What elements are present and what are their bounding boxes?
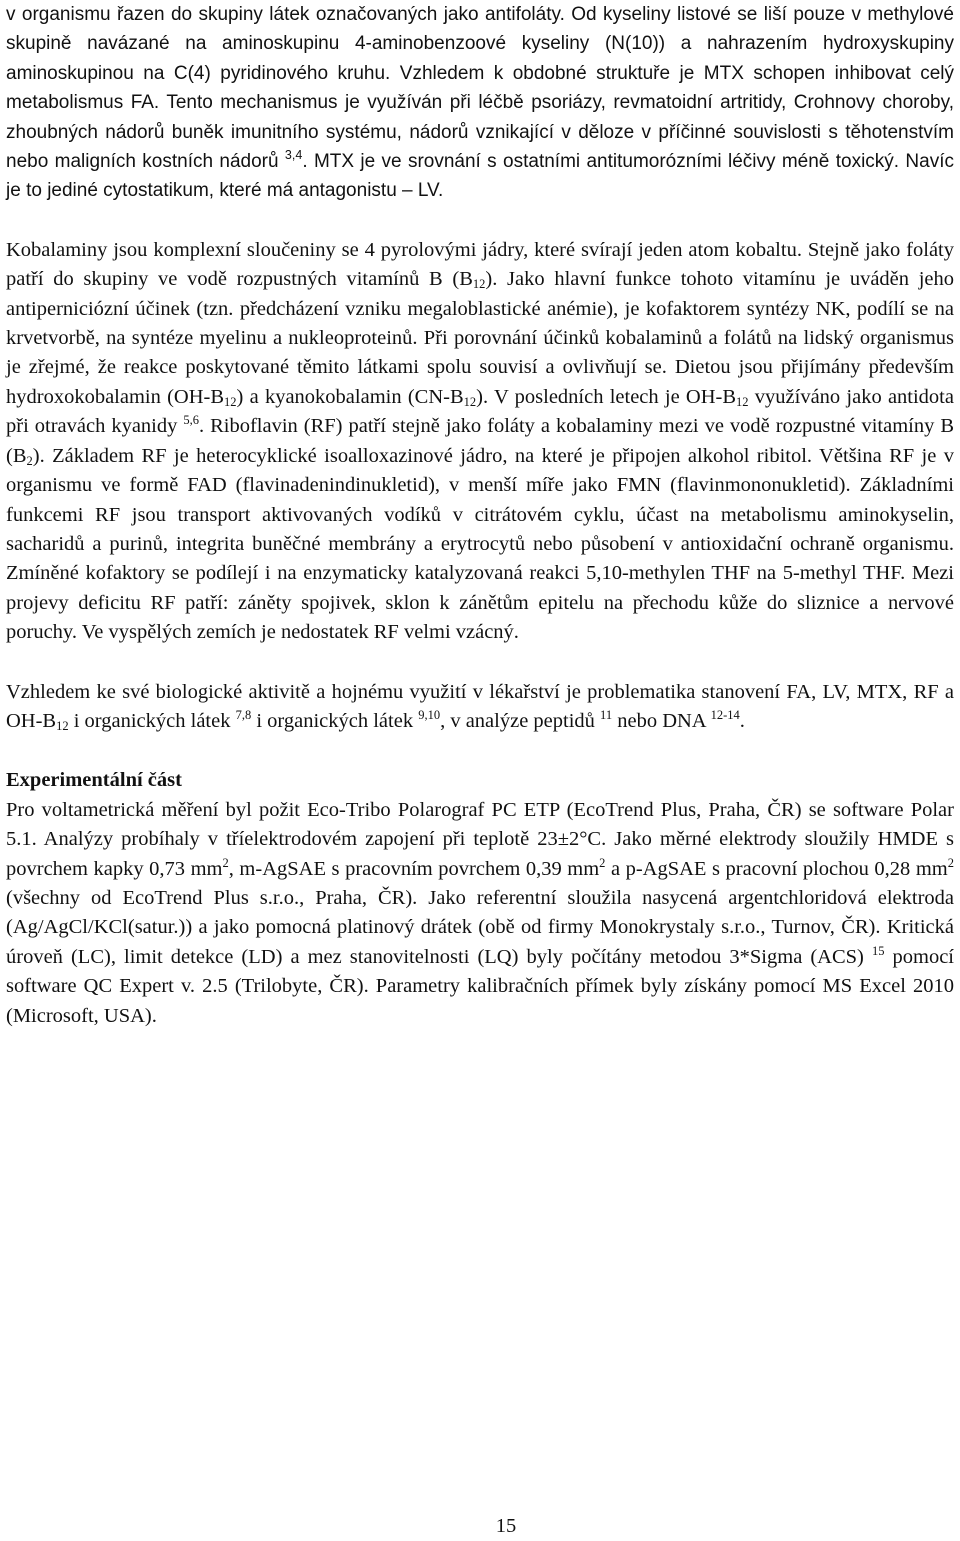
- text-run: . MTX je ve srovnání s ostatními antitumorózními léčivy méně toxický. Navíc je to jediné cytostatikum, které má antagonistu – LV.: [6, 151, 954, 202]
- subscript: 12: [736, 394, 749, 409]
- text-run: i organických látek: [251, 709, 419, 732]
- paragraph-cobalamins: [6, 236, 954, 648]
- text-run: a p-AgSAE s pracovní plochou 0,28 mm: [605, 857, 948, 880]
- text-run: , m-AgSAE s pracovním povrchem 0,39 mm: [228, 857, 600, 880]
- citation-superscript: 7,8: [235, 707, 252, 722]
- citation-superscript: 5,6: [183, 413, 199, 428]
- text-run: ) a kyanokobalamin (CN-B: [236, 385, 464, 408]
- text-run: ). V posledních letech je OH-B: [476, 385, 737, 408]
- document-page: [6, 0, 954, 1031]
- text-run: (všechny od EcoTrend Plus s.r.o., Praha, ČR). Jako referentní sloužila nasycená argentchloridová elektroda (Ag/AgCl/KCl(satur.)) a jako pomocná platinový drátek (obě od firmy Monokrystaly s.r.o., Turnov, ČR). Kritická úroveň (LC), limit detekce (LD) a mez stanovitelnosti (LQ) byly počítány metodou 3*Sigma (ACS): [6, 886, 954, 968]
- text-run: ). Základem RF je heterocyklické isoalloxazinové jádro, na které je připojen alkohol ribitol. Většina RF je v organismu ve formě FAD (flavinadenindinukletid), v menší míře jako FMN (flavinmononukletid). Základními funkcemi RF jsou transport aktivovaných vodíků v citrátovém cyklu, účast na metabolismu aminokyselin, sacharidů a purinů, integrita buněčné membrány a erytrocytů nebo působení v antioxidační ochraně organismu. Zmíněné kofaktory se podílejí i na enzymaticky katalyzovaná reakci 5,10-methylen THF na 5-methyl THF. Mezi projevy deficitu RF patří: záněty spojivek, sklon k zánětům epitelu na přechodu kůže do sliznice a nervové poruchy. Ve vyspělých zemích je nedostatek RF velmi vzácný.: [6, 444, 954, 644]
- text-run: , v analýze peptidů: [440, 709, 601, 732]
- citation-superscript: 9,10: [418, 707, 441, 722]
- citation-superscript: 3,4: [284, 148, 303, 163]
- citation-superscript: 2: [222, 855, 229, 870]
- text-run: v organismu řazen do skupiny látek označovaných jako antifoláty. Od kyseliny listové se liší pouze v methylové skupině navázané na aminoskupinu 4-aminobenzoové kyseliny (N(10)) a nahrazením hydroxyskupiny aminoskupinou na C(4) pyridinového kruhu. Vzhledem k obdobné struktuře je MTX schopen inhibovat celý metabolismus FA. Tento mechanismus je využíván při léčbě psoriázy, revmatoidní artritidy, Crohnovy choroby, zhoubných nádorů buněk imunitního systému, nádorů vznikající v děloze v příčinné souvislosti s těhotenstvím nebo maligních kostních nádorů: [6, 4, 954, 173]
- text-run: Vzhledem ke své biologické aktivitě a hojnému využití v lékařství je problematika stanovení FA, LV, MTX, RF a OH-B: [6, 680, 954, 732]
- paragraph-experimental: [6, 796, 954, 1031]
- citation-superscript: 2: [599, 855, 606, 870]
- text-run: ). Jako hlavní funkce tohoto vitamínu je uváděn jeho antiperniciózní účinek (tzn. předcházení vzniku megaloblastické anémie), je kofaktorem syntézy NK, podílí se na krvetvorbě, na syntéze myelinu a nukleoproteinů. Při porovnání účinků kobalaminů a folátů na lidský organismus je zřejmé, že reakce poskytované těmito látkami spolu souvisí a ovlivňují se. Dietou jsou přijímány především hydroxokobalamin (OH-B: [6, 268, 954, 408]
- subscript: 12: [224, 394, 237, 409]
- text-run: nebo DNA: [612, 709, 711, 732]
- subscript: 12: [463, 394, 477, 409]
- text-run: i organických látek: [68, 709, 236, 732]
- subscript: 12: [472, 277, 486, 292]
- page-number: 15: [495, 1515, 517, 1537]
- paragraph-gap: [6, 206, 954, 236]
- text-run: Pro voltametrická měření byl požit Eco-Tribo Polarograf PC ETP (EcoTrend Plus, Praha, ČR) se software Polar 5.1. Analýzy probíhaly v tříelektrodovém zapojení při teplotě 23±2°C. Jako měrné elektrody sloužily HMDE s povrchem kapky 0,73 mm: [6, 798, 954, 880]
- paragraph-gap: [6, 736, 954, 766]
- paragraph-antifolates: [6, 0, 954, 206]
- paragraph-aims: [6, 678, 954, 737]
- paragraph-gap: [6, 648, 954, 678]
- section-heading: Experimentální část: [6, 769, 182, 792]
- subscript: 2: [26, 453, 33, 468]
- text-run: . Riboflavin (RF) patří stejně jako foláty a kobalaminy mezi ve vodě rozpustné vitamíny B (B: [6, 415, 954, 467]
- text-run: pomocí software QC Expert v. 2.5 (Trilobyte, ČR). Parametry kalibračních přímek byly získány pomocí MS Excel 2010 (Microsoft, USA).: [6, 945, 954, 1027]
- text-run: .: [739, 709, 745, 732]
- text-run: Kobalaminy jsou komplexní sloučeniny se 4 pyrolovými jádry, které svírají jeden atom kobaltu. Stejně jako foláty patří do skupiny ve vodě rozpustných vitamínů B (B: [6, 238, 954, 291]
- citation-superscript: 15: [871, 943, 885, 958]
- citation-superscript: 12-14: [710, 707, 740, 722]
- citation-superscript: 11: [600, 707, 613, 722]
- subscript: 12: [56, 718, 69, 733]
- text-run: využíváno jako antidota při otravách kyanidy: [6, 385, 954, 438]
- citation-superscript: 2: [947, 855, 954, 870]
